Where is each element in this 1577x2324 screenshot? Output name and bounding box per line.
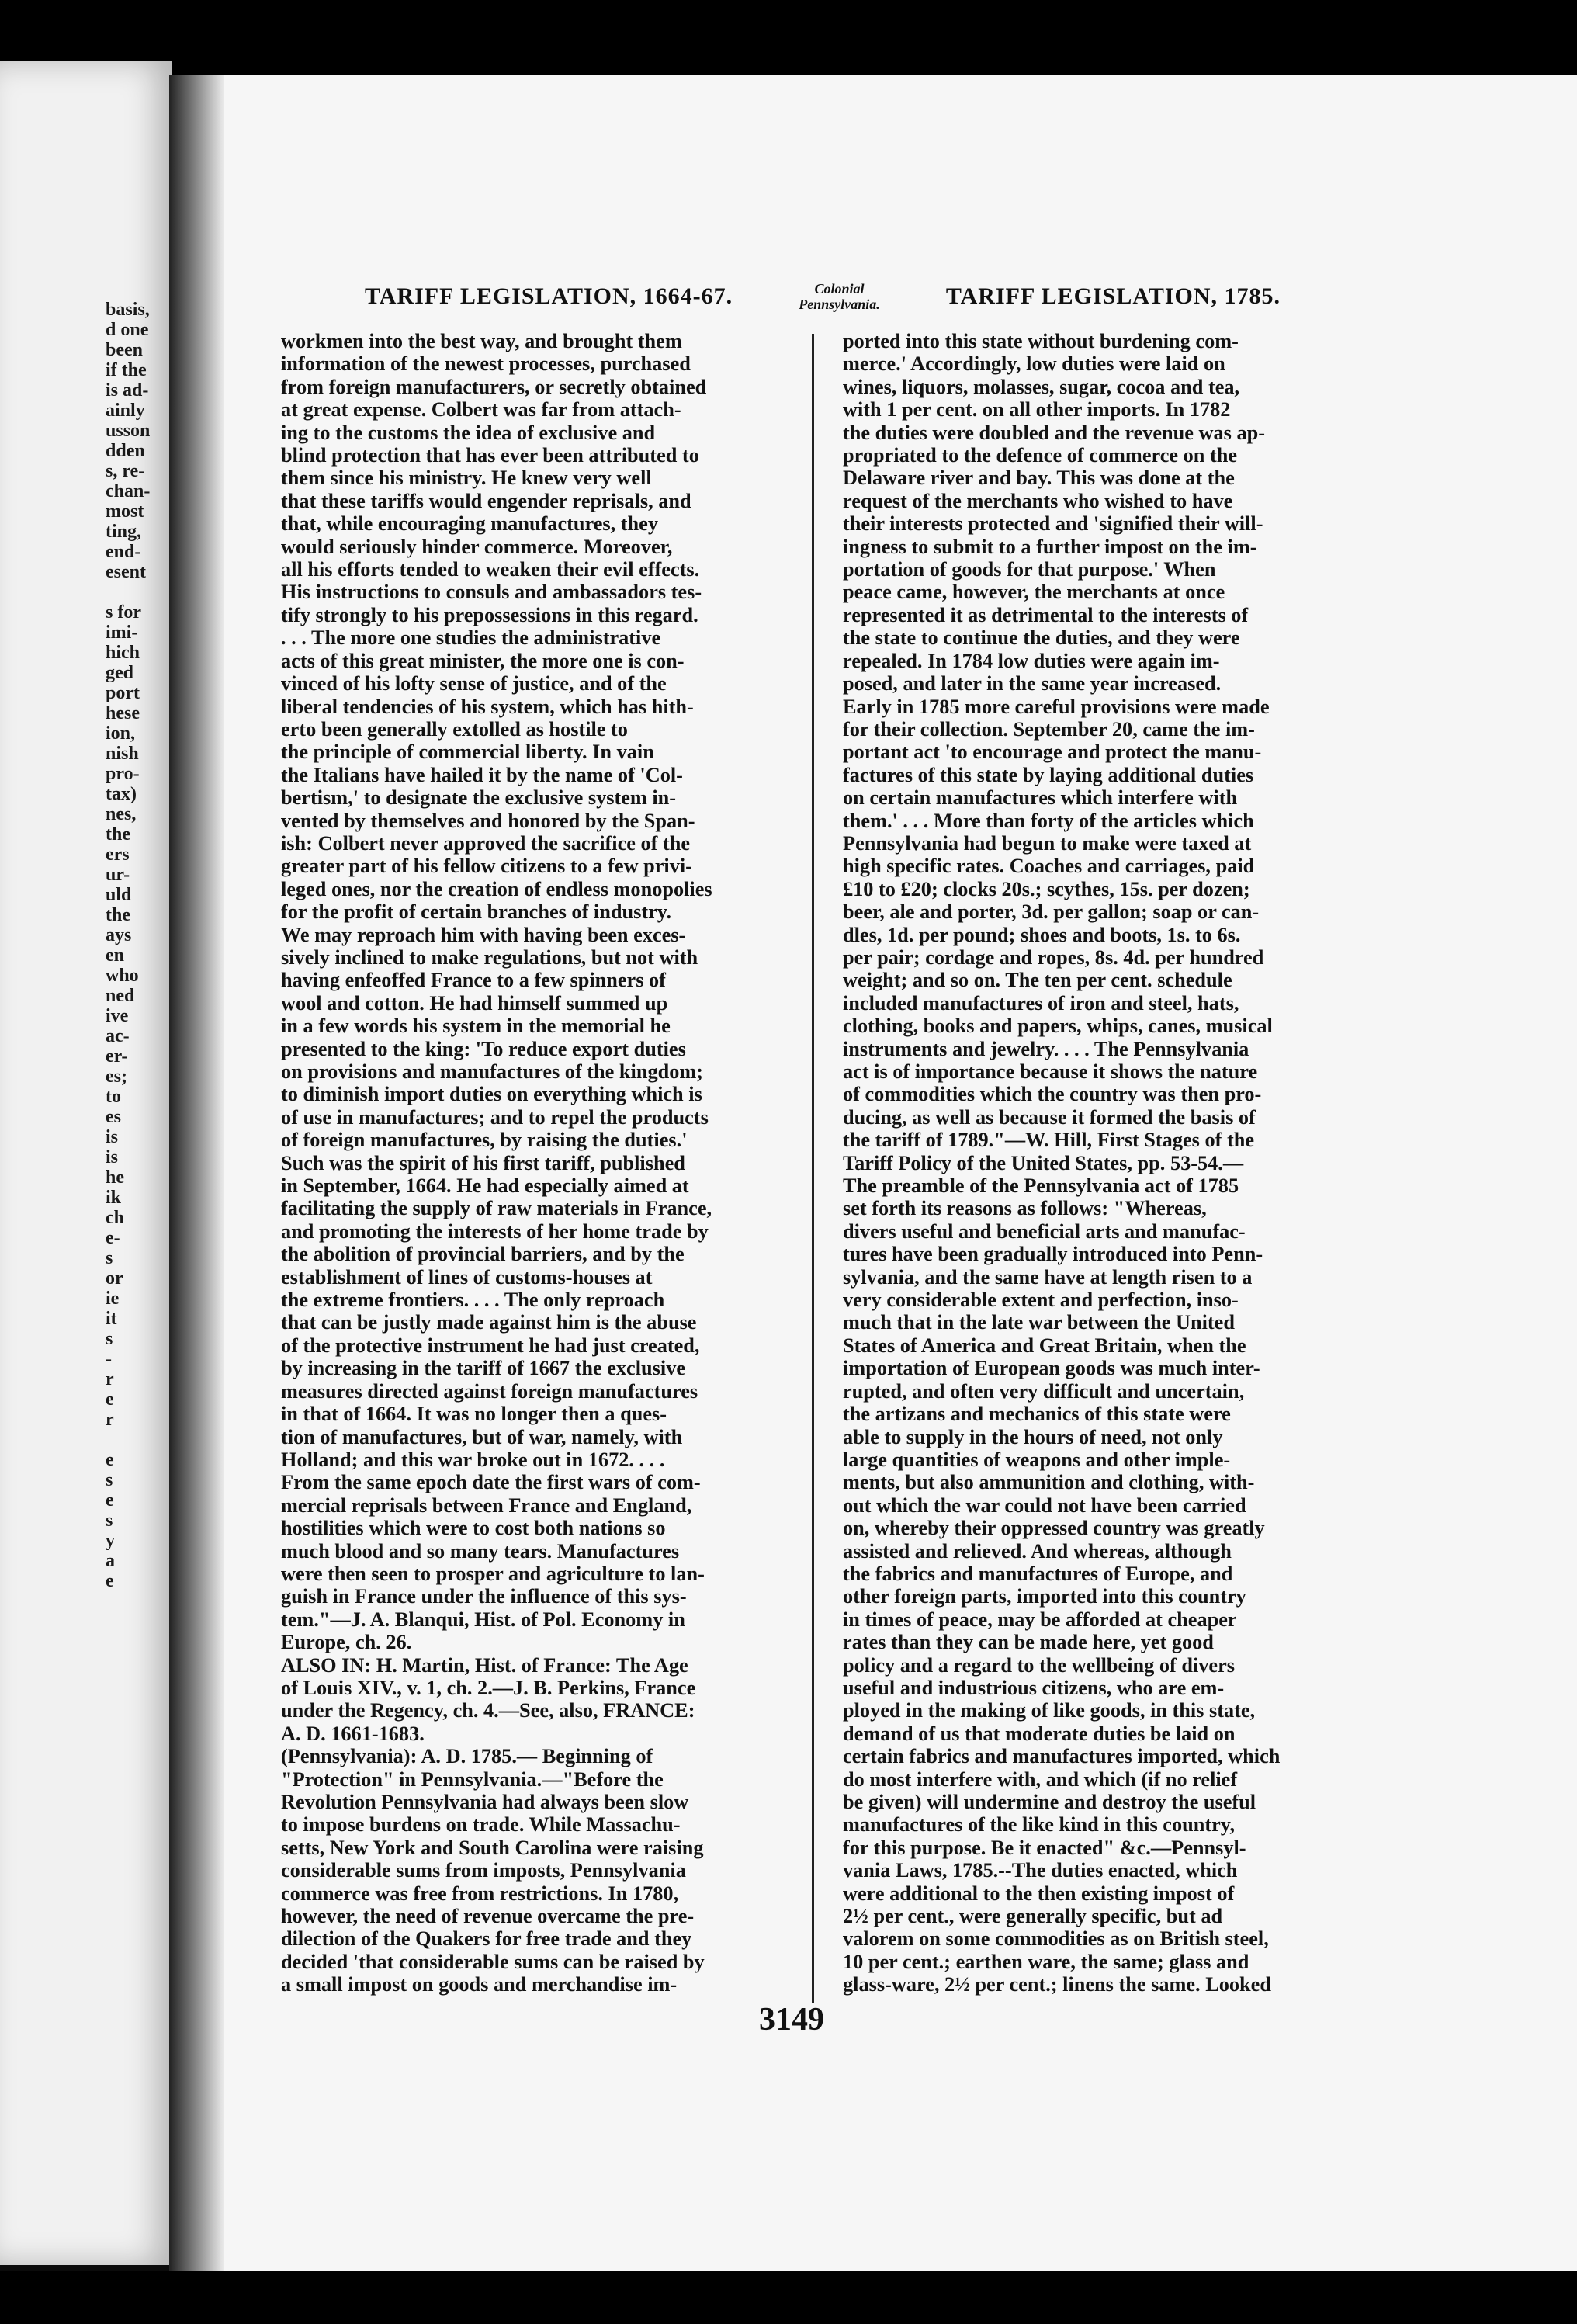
fragment-line: is (106, 1147, 119, 1167)
header-sidenote-line1: Colonial (814, 281, 865, 297)
text-line: and promoting the interests of her home trade by (281, 1219, 709, 1243)
text-line: portant act 'to encourage and protect the manu- (843, 741, 1262, 764)
text-line: setts, New York and South Carolina were raising (281, 1836, 704, 1859)
text-line: large quantities of weapons and other imple- (843, 1448, 1231, 1471)
text-line: by increasing in the tariff of 1667 the exclusive (281, 1357, 686, 1380)
text-line: tify strongly to his prepossessions in this regard. (281, 603, 698, 626)
page-number: 3149 (759, 2002, 824, 2038)
fragment-line: es; (106, 1067, 127, 1087)
text-line: repealed. In 1784 low duties were again im- (843, 649, 1220, 672)
text-line: instruments and jewelry. . . . The Pennsylvania (843, 1037, 1249, 1060)
text-line: measures directed against foreign manufactures (281, 1379, 698, 1403)
fragment-line: - (106, 1349, 112, 1369)
text-line: to impose burdens on trade. While Massachu- (281, 1813, 681, 1837)
text-line: do most interfere with, and which (if no relief (843, 1767, 1238, 1791)
text-line: having enfeoffed France to a few spinners of (281, 969, 666, 992)
text-line: ingness to submit to a further impost on the im- (843, 535, 1257, 558)
text-line: Early in 1785 more careful provisions were made (843, 695, 1270, 718)
text-line: commerce was free from restrictions. In 1780, (281, 1882, 679, 1905)
text-line: leged ones, nor the creation of endless monopolies (281, 877, 712, 900)
header-right-title: TARIFF LEGISLATION, 1785. (945, 283, 1281, 309)
text-line: at great expense. Colbert was far from attach- (281, 398, 681, 421)
right-text-column (843, 330, 1353, 1996)
text-line: propriated to the defence of commerce on the (843, 444, 1238, 467)
fragment-line: hese (106, 703, 140, 723)
text-line: glass-ware, 2½ per cent.; linens the same. Looked (843, 1973, 1271, 1996)
text-line: their interests protected and 'signified their will- (843, 512, 1263, 536)
fragment-line: nish (106, 744, 139, 764)
text-line: ing to the customs the idea of exclusive and (281, 421, 656, 444)
text-line: £10 to £20; clocks 20s.; scythes, 15s. per dozen; (843, 877, 1250, 900)
text-line: erto been generally extolled as hostile to (281, 717, 628, 741)
text-line: the artizans and mechanics of this state were (843, 1403, 1231, 1426)
text-line: that, while encouraging manufactures, they (281, 512, 658, 536)
fragment-line: e- (106, 1228, 120, 1248)
text-line: merce.' Accordingly, low duties were laid on (843, 352, 1225, 376)
fragment-line: ive (106, 1006, 129, 1026)
text-line: manufactures of the like kind in this country, (843, 1813, 1236, 1837)
text-line: in that of 1664. It was no longer then a ques- (281, 1403, 667, 1426)
fragment-line: imi- (106, 623, 138, 643)
text-line: tion of manufactures, but of war, namely, with (281, 1425, 683, 1448)
header-sidenote-line2: Pennsylvania. (799, 297, 880, 312)
text-line: with 1 per cent. on all other imports. In 1782 (843, 398, 1231, 421)
fragment-line (106, 582, 168, 602)
fragment-line: hich (106, 643, 140, 663)
text-line: weight; and so on. The ten per cent. schedule (843, 969, 1232, 992)
text-line: able to supply in the hours of need, not only (843, 1425, 1223, 1448)
text-line: presented to the king: 'To reduce export duties (281, 1037, 686, 1060)
fragment-line: end- (106, 542, 141, 562)
text-line: posed, and later in the same year increased. (843, 672, 1222, 695)
text-line: liberal tendencies of his system, which has hith- (281, 695, 694, 718)
text-line: from foreign manufacturers, or secretly obtained (281, 375, 707, 398)
fragment-line: e (106, 1389, 114, 1410)
text-line: certain fabrics and manufactures imported, which (843, 1745, 1281, 1768)
fragment-line: e (106, 1571, 114, 1591)
text-line: out which the war could not have been carried (843, 1493, 1246, 1517)
fragment-line: ting, (106, 522, 142, 542)
fragment-line: most (106, 501, 144, 522)
text-line: very considerable extent and perfection, inso- (843, 1289, 1239, 1312)
text-line: facilitating the supply of raw materials in France, (281, 1197, 712, 1220)
text-line: A. D. 1661-1683. (281, 1722, 425, 1745)
fragment-line: esent (106, 562, 146, 582)
text-line: ments, but also ammunition and clothing, with- (843, 1471, 1255, 1494)
fragment-line: ers (106, 845, 130, 865)
fragment-line: chan- (106, 481, 151, 501)
text-line: valorem on some commodities as on British steel, (843, 1927, 1269, 1951)
text-line: 2½ per cent., were generally specific, but ad (843, 1905, 1223, 1928)
text-line: acts of this great minister, the more one is con- (281, 649, 685, 672)
fragment-line: who (106, 966, 139, 986)
text-line: ducing, as well as because it formed the basis of (843, 1105, 1256, 1129)
text-line: other foreign parts, imported into this country (843, 1585, 1246, 1608)
fragment-line: pro- (106, 764, 140, 784)
fragment-line: ie (106, 1289, 120, 1309)
text-line: the state to continue the duties, and they were (843, 626, 1240, 650)
text-line: Europe, ch. 26. (281, 1631, 412, 1654)
fragment-line: e (106, 1490, 114, 1511)
fragment-line: d one (106, 320, 149, 340)
text-line: importation of European goods was much inter- (843, 1357, 1260, 1380)
text-line: the Italians have hailed it by the name of 'Col- (281, 763, 683, 786)
fragment-line: ik (106, 1188, 122, 1208)
text-line: a small impost on goods and merchandise im- (281, 1973, 678, 1996)
fragment-line: ainly (106, 401, 145, 421)
header-left-title: TARIFF LEGISLATION, 1664-67. (365, 283, 733, 309)
left-page-fragment (0, 61, 172, 2265)
fragment-line: usson (106, 421, 151, 441)
text-line: under the Regency, ch. 4.—See, also, FRANCE: (281, 1699, 695, 1722)
text-line: We may reproach him with having been exces- (281, 923, 686, 946)
fragment-line: been (106, 340, 143, 360)
text-line: Delaware river and bay. This was done at the (843, 467, 1235, 490)
text-line: vania Laws, 1785.--The duties enacted, which (843, 1859, 1238, 1882)
text-line: on provisions and manufactures of the kingdom; (281, 1060, 704, 1083)
text-line: were additional to the then existing impost of (843, 1882, 1235, 1905)
text-line: of foreign manufactures, by raising the duties.' (281, 1129, 688, 1152)
fragment-line: a (106, 1551, 115, 1571)
running-header (365, 272, 1281, 321)
text-line: policy and a regard to the wellbeing of divers (843, 1653, 1235, 1677)
fragment-line: ays (106, 925, 132, 945)
text-line: sylvania, and the same have at length risen to a (843, 1265, 1253, 1289)
text-line: clothing, books and papers, whips, canes, musical (843, 1015, 1273, 1038)
text-line: high specific rates. Coaches and carriages, paid (843, 855, 1255, 878)
text-line: for this purpose. Be it enacted" &c.—Pennsyl- (843, 1836, 1246, 1859)
text-line: for their collection. September 20, came the im- (843, 717, 1255, 741)
text-line: The preamble of the Pennsylvania act of 1785 (843, 1174, 1239, 1198)
text-line: of use in manufactures; and to repel the products (281, 1105, 709, 1129)
fragment-line: the (106, 824, 130, 845)
fragment-line: or (106, 1268, 123, 1289)
text-line: factures of this state by laying additional duties (843, 763, 1254, 786)
fragment-line: is ad- (106, 380, 149, 401)
fragment-line: dden (106, 441, 145, 461)
left-text-column (281, 330, 792, 1996)
text-line: considerable sums from imposts, Pennsylvania (281, 1859, 686, 1882)
text-line: would seriously hinder commerce. Moreover, (281, 535, 673, 558)
text-line: set forth its reasons as follows: "Whereas, (843, 1197, 1207, 1220)
text-line: to diminish import duties on everything which is (281, 1083, 702, 1106)
text-line: in times of peace, may be afforded at cheaper (843, 1608, 1237, 1631)
text-line: greater part of his fellow citizens to a few privi- (281, 855, 692, 878)
header-sidenote (774, 281, 906, 312)
scan-top-border (0, 0, 1577, 78)
fragment-line: ion, (106, 723, 136, 744)
text-line: ported into this state without burdening com- (843, 330, 1239, 352)
fragment-line: er- (106, 1046, 128, 1067)
text-line: From the same epoch date the first wars of com- (281, 1471, 701, 1494)
fragment-line (106, 1430, 168, 1450)
text-line: assisted and relieved. And whereas, although (843, 1539, 1232, 1563)
text-line: establishment of lines of customs-houses at (281, 1265, 653, 1289)
text-line: blind protection that has ever been attributed to (281, 444, 699, 467)
text-line: Such was the spirit of his first tariff, published (281, 1151, 685, 1174)
text-line: Holland; and this war broke out in 1672. . . . (281, 1448, 665, 1471)
text-line: 10 per cent.; earthen ware, the same; glass and (843, 1950, 1249, 1973)
text-line: workmen into the best way, and brought them (281, 330, 682, 352)
text-line: His instructions to consuls and ambassadors tes- (281, 581, 702, 604)
text-line: tem."—J. A. Blanqui, Hist. of Pol. Economy in (281, 1608, 685, 1631)
fragment-line: is (106, 1127, 119, 1147)
fragment-line: s for (106, 602, 141, 623)
fragment-line: s, re- (106, 461, 145, 481)
fragment-line: it (106, 1309, 117, 1329)
fragment-line: s (106, 1329, 113, 1349)
fragment-line: ch (106, 1208, 124, 1228)
text-line: information of the newest processes, purchased (281, 352, 691, 376)
text-line: ALSO IN: H. Martin, Hist. of France: The Age (281, 1653, 688, 1677)
text-line: of the protective instrument he had just created, (281, 1334, 700, 1357)
fragment-line: nes, (106, 804, 137, 824)
text-line: divers useful and beneficial arts and manufac- (843, 1219, 1246, 1243)
text-line: peace came, however, the merchants at once (843, 581, 1225, 604)
text-line: "Protection" in Pennsylvania.—"Before the (281, 1767, 664, 1791)
text-line: demand of us that moderate duties be laid on (843, 1722, 1236, 1745)
fragment-line: ur- (106, 865, 130, 885)
text-line: of Louis XIV., v. 1, ch. 2.—J. B. Perkins, France (281, 1676, 696, 1699)
text-line: in September, 1664. He had especially aimed at (281, 1174, 689, 1198)
text-line: them since his ministry. He knew very well (281, 467, 652, 490)
fragment-line: y (106, 1531, 115, 1551)
fragment-line: r (106, 1410, 114, 1430)
text-line: much blood and so many tears. Manufactures (281, 1539, 680, 1563)
text-line: mercial reprisals between France and England, (281, 1493, 692, 1517)
text-line: them.' . . . More than forty of the articles which (843, 809, 1254, 832)
left-page-text-fragments (106, 300, 168, 1591)
text-line: all his efforts tended to weaken their evil effects. (281, 558, 700, 581)
text-line: Tariff Policy of the United States, pp. 53-54.— (843, 1151, 1244, 1174)
text-line: be given) will undermine and destroy the useful (843, 1791, 1256, 1813)
fragment-line: ned (106, 986, 135, 1006)
text-line: (Pennsylvania): A. D. 1785.— Beginning of (281, 1745, 653, 1768)
text-line: represented it as detrimental to the interests of (843, 603, 1249, 626)
text-line: Pennsylvania had begun to make were taxed at (843, 831, 1252, 855)
text-line: request of the merchants who wished to have (843, 489, 1233, 512)
text-line: rupted, and often very difficult and uncertain, (843, 1379, 1245, 1403)
text-line: tures have been gradually introduced into Penn- (843, 1243, 1263, 1266)
text-line: dles, 1d. per pound; shoes and boots, 1s. to 6s. (843, 923, 1241, 946)
fragment-line: s (106, 1511, 113, 1531)
text-line: wool and cotton. He had himself summed up (281, 991, 668, 1015)
text-line: for the profit of certain branches of industry. (281, 900, 672, 924)
text-line: guish in France under the influence of this sys- (281, 1585, 687, 1608)
fragment-line: he (106, 1167, 124, 1188)
book-gutter-shadow (169, 75, 225, 2271)
text-line: States of America and Great Britain, when the (843, 1334, 1246, 1357)
text-line: dilection of the Quakers for free trade and they (281, 1927, 692, 1951)
text-line: that these tariffs would engender reprisals, and (281, 489, 691, 512)
column-divider (812, 334, 814, 2003)
text-line: vented by themselves and honored by the Span- (281, 809, 695, 832)
fragment-line: es (106, 1107, 121, 1127)
text-line: wines, liquors, molasses, sugar, cocoa and tea, (843, 375, 1240, 398)
text-line: the principle of commercial liberty. In vain (281, 741, 654, 764)
text-line: hostilities which were to cost both nations so (281, 1517, 666, 1540)
text-line: much that in the late war between the United (843, 1311, 1235, 1334)
scan-bottom-border (0, 2271, 1577, 2324)
text-line: sively inclined to make regulations, but not with (281, 945, 698, 969)
fragment-line: the (106, 905, 130, 925)
fragment-line: ged (106, 663, 133, 683)
text-line: ish: Colbert never approved the sacrifice of the (281, 831, 691, 855)
text-line: useful and industrious citizens, who are em- (843, 1676, 1225, 1699)
fragment-line: s (106, 1248, 113, 1268)
text-line: bertism,' to designate the exclusive system in- (281, 786, 677, 810)
fragment-line: s (106, 1470, 113, 1490)
text-line: per pair; cordage and ropes, 8s. 4d. per hundred (843, 945, 1264, 969)
text-line: the abolition of provincial barriers, and by the (281, 1243, 685, 1266)
text-line: on certain manufactures which interfere with (843, 786, 1238, 810)
text-line: beer, ale and porter, 3d. per gallon; soap or can- (843, 900, 1260, 924)
text-line: the extreme frontiers. . . . The only reproach (281, 1289, 665, 1312)
text-line: decided 'that considerable sums can be raised by (281, 1950, 705, 1973)
fragment-line: if the (106, 360, 147, 380)
text-line: ployed in the making of like goods, in this state, (843, 1699, 1256, 1722)
fragment-line: e (106, 1450, 114, 1470)
text-line: the tariff of 1789."—W. Hill, First Stages of the (843, 1129, 1254, 1152)
fragment-line: en (106, 945, 124, 966)
text-line: of commodities which the country was then pro- (843, 1083, 1262, 1106)
text-line: the fabrics and manufactures of Europe, and (843, 1562, 1233, 1585)
text-line: the duties were doubled and the revenue was ap- (843, 421, 1265, 444)
text-line: were then seen to prosper and agriculture to lan- (281, 1562, 705, 1585)
text-line: act is of importance because it shows the nature (843, 1060, 1258, 1083)
text-line: in a few words his system in the memorial he (281, 1015, 671, 1038)
text-line: portation of goods for that purpose.' When (843, 558, 1216, 581)
text-line: that can be justly made against him is the abuse (281, 1311, 697, 1334)
fragment-line: uld (106, 885, 132, 905)
text-line: rates than they can be made here, yet good (843, 1631, 1214, 1654)
fragment-line: basis, (106, 300, 150, 320)
fragment-line: tax) (106, 784, 137, 804)
text-line: Revolution Pennsylvania had always been slow (281, 1791, 689, 1813)
text-line: vinced of his lofty sense of justice, and of the (281, 672, 667, 695)
fragment-line: to (106, 1087, 121, 1107)
text-line: however, the need of revenue overcame the pre- (281, 1905, 695, 1928)
text-line: included manufactures of iron and steel, hats, (843, 991, 1239, 1015)
fragment-line: port (106, 683, 140, 703)
text-line: on, whereby their oppressed country was greatly (843, 1517, 1265, 1540)
fragment-line: ac- (106, 1026, 130, 1046)
text-line: . . . The more one studies the administrative (281, 626, 661, 650)
fragment-line: r (106, 1369, 114, 1389)
